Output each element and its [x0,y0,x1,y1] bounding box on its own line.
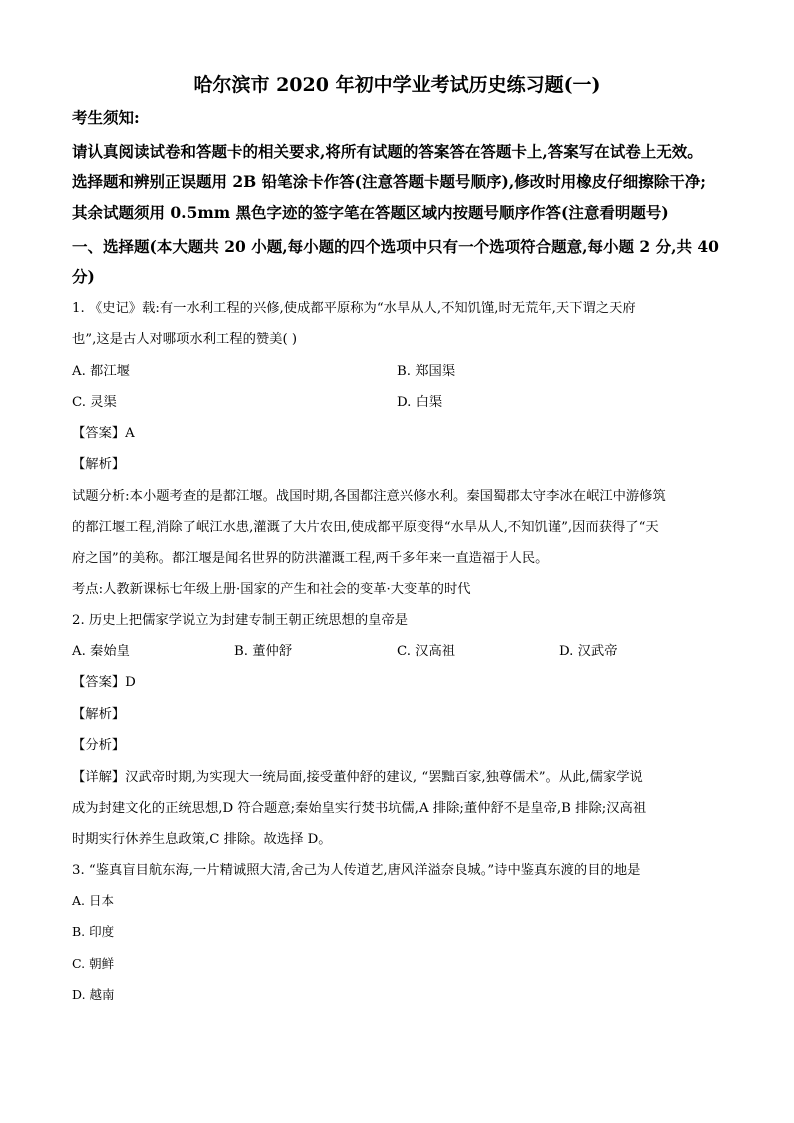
analysis-text: 试题分析:本小题考查的是都江堰。战国时期,各国都注意兴修水利。秦国蜀郡太守李冰在岷江中游修筑 [72,489,666,504]
notice-line: 选择题和辨别正误题用 2B 铅笔涂卡作答(注意答题卡题号顺序),修改时用橡皮仔细擦除干净; [72,172,706,191]
knowledge-point: 考点:人教新课标七年级上册·国家的产生和社会的变革·大变革的时代 [72,582,471,597]
notice-line: 其余试题须用 0.5mm 黑色字迹的签字笔在答题区域内按题号顺序作答(注意看明题号) [72,203,669,222]
analysis-label: 【解析】 [72,707,126,722]
detail-text: 成为封建文化的正统思想,D 符合题意;秦始皇实行焚书坑儒,A 排除;董仲舒不是皇帝,B 排除;汉高祖 [72,801,647,816]
option-c: C. 汉高祖 [397,644,456,659]
option-b: B. 印度 [72,924,115,939]
analysis-label: 【解析】 [72,457,126,472]
detail-text: 时期实行休养生息政策,C 排除。故选择 D。 [72,832,332,847]
option-c: C. 朝鲜 [72,956,115,971]
fenxi-label: 【分析】 [72,738,126,753]
option-b: B. 董仲舒 [234,644,293,659]
detail-text: 【详解】汉武帝时期,为实现大一统局面,接受董仲舒的建议, “罢黜百家,独尊儒术”。从此,儒家学说 [72,770,643,785]
option-d: D. 白渠 [397,395,443,410]
analysis-text: 的都江堰工程,消除了岷江水患,灌溉了大片农田,使成都平原变得“水旱从人,不知饥谨”,因而获得了“天 [72,520,659,535]
option-d: D. 汉武帝 [559,644,618,659]
question-stem: 2. 历史上把儒家学说立为封建专制王朝正统思想的皇帝是 [72,613,409,628]
option-a: A. 都江堰 [72,364,130,379]
section-heading: 一、选择题(本大题共 20 小题,每小题的四个选项中只有一个选项符合题意,每小题 2 分,共 40 [72,237,719,256]
answer: 【答案】D [72,675,136,690]
analysis-text: 府之国”的美称。都江堰是闻名世界的防洪灌溉工程,两千多年来一直造福于人民。 [72,551,549,566]
section-heading-cont: 分) [72,267,95,286]
answer: 【答案】A [72,426,135,441]
question-stem-cont: 也”,这是古人对哪项水利工程的赞美( ) [72,332,298,347]
option-a: A. 日本 [72,893,114,908]
option-b: B. 郑国渠 [397,364,456,379]
option-d: D. 越南 [72,987,115,1002]
question-stem: 3. “鉴真盲目航东海,一片精诚照大清,舍己为人传道艺,唐风洋溢奈良城。”诗中鉴真东渡的目的地是 [72,863,641,878]
option-a: A. 秦始皇 [72,644,130,659]
question-stem: 1. 《史记》载:有一水利工程的兴修,使成都平原称为“水旱从人,不知饥馑,时无荒年,天下谓之天府 [72,301,636,316]
notice-line: 请认真阅读试卷和答题卡的相关要求,将所有试题的答案答在答题卡上,答案写在试卷上无效。 [72,142,703,161]
notice-heading: 考生须知: [72,108,140,127]
page-title: 哈尔滨市 2020 年初中学业考试历史练习题(一) [193,74,601,96]
option-c: C. 灵渠 [72,395,117,410]
